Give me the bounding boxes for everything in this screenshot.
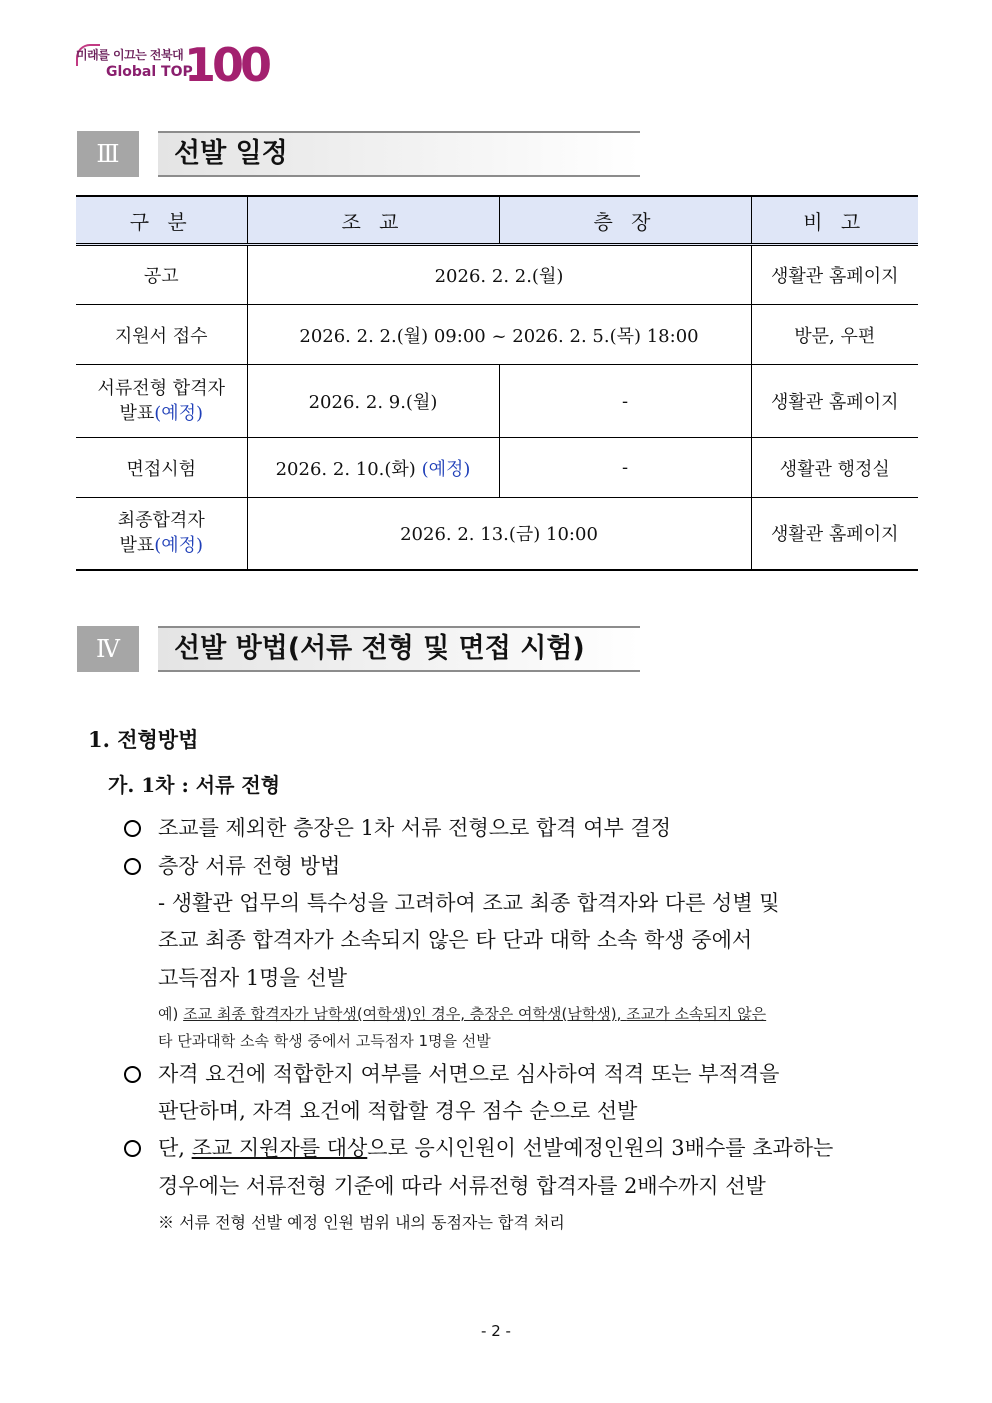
logo-global: Global TOP bbox=[106, 64, 193, 80]
header-jogyo: 조 교 bbox=[247, 196, 499, 245]
bullet-3-line-2: 판단하며, 자격 요건에 적합할 경우 점수 순으로 선발 bbox=[158, 1099, 638, 1123]
section4-title: 선발 방법(서류 전형 및 면접 시험) bbox=[158, 626, 640, 672]
row-label: 서류전형 합격자 발표(예정) bbox=[76, 365, 247, 438]
bullet-1: 조교를 제외한 층장은 1차 서류 전형으로 합격 여부 결정 bbox=[158, 816, 672, 840]
bullet-2-detail-3: 고득점자 1명을 선발 bbox=[158, 966, 347, 990]
row-label: 지원서 접수 bbox=[76, 305, 247, 365]
row-label: 공고 bbox=[76, 245, 247, 305]
row-date-cheungjang: - bbox=[499, 365, 751, 438]
row-note: 생활관 홈페이지 bbox=[751, 245, 918, 305]
university-logo bbox=[76, 38, 269, 92]
row-date: 2026. 2. 2.(월) 09:00 ~ 2026. 2. 5.(목) 18:00 bbox=[247, 305, 751, 365]
row-date: 2026. 2. 13.(금) 10:00 bbox=[247, 498, 751, 570]
bullet-circle-icon bbox=[124, 1066, 141, 1083]
row-date-cheungjang: - bbox=[499, 438, 751, 498]
example-note-2: 타 단과대학 소속 학생 중에서 고득점자 1명을 선발 bbox=[158, 1032, 491, 1050]
table-row bbox=[76, 498, 918, 570]
table-header-row bbox=[76, 196, 918, 245]
method-heading: 1. 전형방법 bbox=[88, 727, 199, 752]
table-row bbox=[76, 365, 918, 438]
row-date: 2026. 2. 2.(월) bbox=[247, 245, 751, 305]
page-number: - 2 - bbox=[481, 1322, 511, 1340]
table-row bbox=[76, 305, 918, 365]
bullet-4-note: ※ 서류 전형 선발 예정 인원 범위 내의 동점자는 합격 처리 bbox=[158, 1213, 565, 1232]
section3-number: Ⅲ bbox=[77, 131, 139, 177]
bullet-circle-icon bbox=[124, 820, 141, 837]
row-label: 면접시험 bbox=[76, 438, 247, 498]
row-date-jogyo: 2026. 2. 10.(화) (예정) bbox=[247, 438, 499, 498]
row-note: 생활관 홈페이지 bbox=[751, 498, 918, 570]
bullet-circle-icon bbox=[124, 858, 141, 875]
logo-slogan: 미래를 이끄는 전북대 bbox=[76, 48, 184, 62]
method-subheading: 가. 1차 : 서류 전형 bbox=[108, 773, 281, 797]
logo-number: 100 bbox=[184, 38, 269, 92]
bullet-2: 층장 서류 전형 방법 bbox=[158, 854, 341, 878]
example-note: 예) 조교 최종 합격자가 남학생(여학생)인 경우, 층장은 여학생(남학생), 조교가 소속되지 않은 bbox=[158, 1005, 767, 1023]
schedule-table bbox=[76, 195, 918, 571]
row-date-jogyo: 2026. 2. 9.(월) bbox=[247, 365, 499, 438]
row-note: 생활관 홈페이지 bbox=[751, 365, 918, 438]
section3-title: 선발 일정 bbox=[158, 131, 640, 177]
header-cheungjang: 층 장 bbox=[499, 196, 751, 245]
bullet-circle-icon bbox=[124, 1140, 141, 1157]
bullet-2-detail-2: 조교 최종 합격자가 소속되지 않은 타 단과 대학 소속 학생 중에서 bbox=[158, 928, 753, 952]
row-note: 생활관 행정실 bbox=[751, 438, 918, 498]
bullet-4-line-2: 경우에는 서류전형 기준에 따라 서류전형 합격자를 2배수까지 선발 bbox=[158, 1174, 766, 1198]
table-row bbox=[76, 245, 918, 305]
bullet-3: 자격 요건에 적합한지 여부를 서면으로 심사하여 적격 또는 부적격을 bbox=[158, 1062, 780, 1086]
bullet-4: 단, 조교 지원자를 대상으로 응시인원이 선발예정인원의 3배수를 초과하는 bbox=[158, 1136, 834, 1160]
row-note: 방문, 우편 bbox=[751, 305, 918, 365]
table-row bbox=[76, 438, 918, 498]
row-label: 최종합격자 발표(예정) bbox=[76, 498, 247, 570]
section4-number: Ⅳ bbox=[77, 626, 139, 672]
header-category: 구 분 bbox=[76, 196, 247, 245]
header-remarks: 비 고 bbox=[751, 196, 918, 245]
bullet-2-detail-1: - 생활관 업무의 특수성을 고려하여 조교 최종 합격자와 다른 성별 및 bbox=[158, 891, 780, 915]
